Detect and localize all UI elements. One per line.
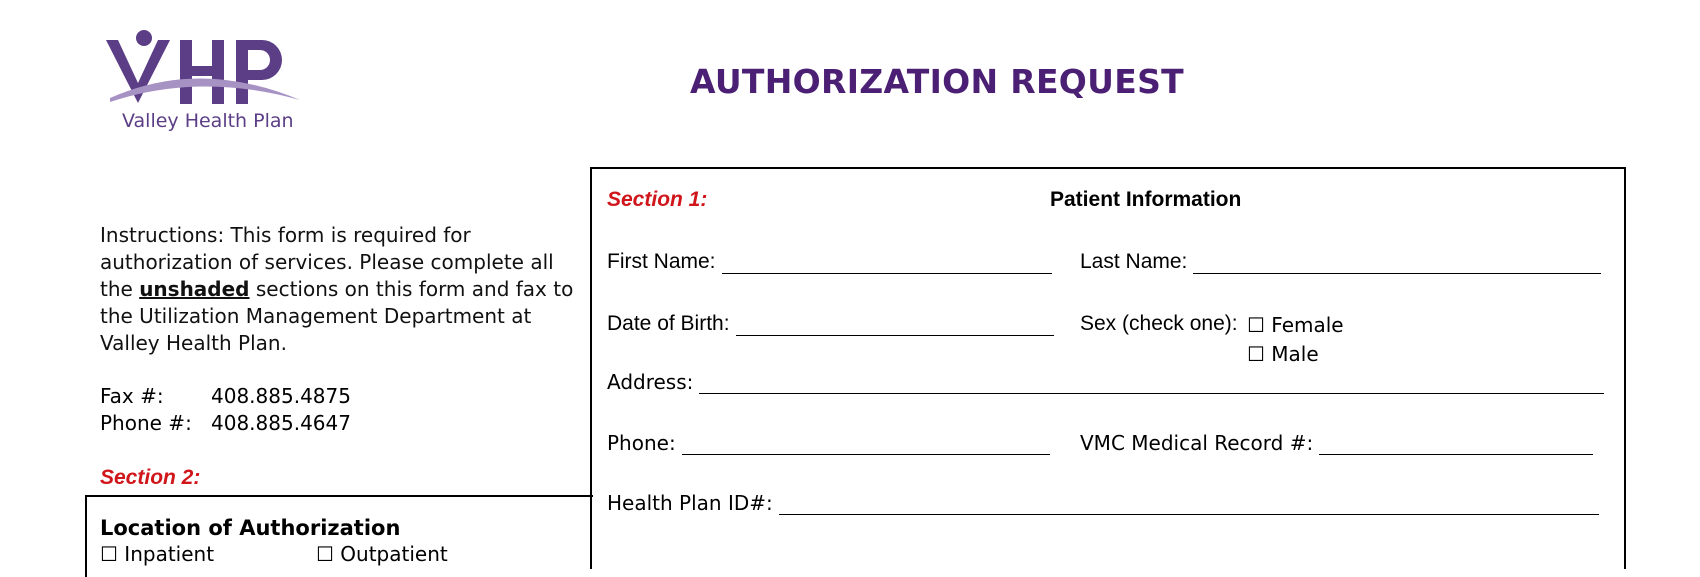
vmc-input[interactable] [1319,436,1593,455]
logo-text: Valley Health Plan [122,110,294,132]
phone-input[interactable] [682,436,1050,455]
sex-option-female[interactable] [1247,313,1344,337]
sex-field [1080,312,1238,336]
vhp-logo-icon [100,28,310,118]
last-name-input[interactable] [1193,255,1601,274]
checkbox-icon[interactable]: ☐ [1247,342,1265,366]
fax-row [100,383,351,410]
first-name-label: First Name: [607,250,716,273]
page-title: AUTHORIZATION REQUEST [690,62,1184,101]
inpatient-label: Inpatient [124,542,215,566]
dob-input[interactable] [736,317,1054,336]
instructions-text-end: sections on this form and fax to the Utilization Management Department at Valley Health Plan. [100,277,574,355]
checkbox-icon[interactable]: ☐ [316,542,334,566]
health-plan-id-field[interactable] [607,491,1599,515]
inpatient-option[interactable] [100,542,316,566]
last-name-field[interactable] [1080,250,1601,274]
fax-number: 408.885.4875 [211,384,351,408]
first-name-field[interactable] [607,250,1052,274]
location-of-authorization-title: Location of Authorization [100,516,401,540]
phone-row [100,410,351,437]
contact-info [100,383,351,437]
instructions-emphasis: unshaded [139,277,250,301]
instructions-text-start: Instructions: This form is required for authorization of services. Please complete all the [100,223,554,301]
instructions [100,222,580,357]
phone-number: 408.885.4647 [211,411,351,435]
dob-label: Date of Birth: [607,312,730,335]
address-label: Address: [607,370,694,394]
phone-field[interactable] [607,431,1050,455]
address-field[interactable] [607,370,1604,394]
vmc-label: VMC Medical Record #: [1080,431,1314,455]
checkbox-icon[interactable]: ☐ [1247,313,1265,337]
male-label: Male [1271,342,1319,366]
address-input[interactable] [699,375,1604,394]
outpatient-label: Outpatient [340,542,448,566]
location-options [100,542,448,566]
dob-field[interactable] [607,312,1054,336]
last-name-label: Last Name: [1080,250,1188,273]
valley-health-plan-logo [100,28,310,138]
sex-option-male[interactable] [1247,342,1319,366]
checkbox-icon[interactable]: ☐ [100,542,118,566]
section-1-label: Section 1: [607,188,708,211]
phone-label: Phone #: [100,411,192,435]
fax-label: Fax #: [100,384,164,408]
patient-information-title: Patient Information [1050,188,1242,211]
sex-label: Sex (check one): [1080,312,1238,335]
vmc-medical-record-field[interactable] [1080,431,1593,455]
section-2-label: Section 2: [100,466,201,489]
first-name-input[interactable] [722,255,1052,274]
female-label: Female [1271,313,1344,337]
health-plan-id-label: Health Plan ID#: [607,491,773,515]
outpatient-option[interactable] [316,542,448,566]
phone-label: Phone: [607,431,676,455]
health-plan-id-input[interactable] [779,496,1599,515]
